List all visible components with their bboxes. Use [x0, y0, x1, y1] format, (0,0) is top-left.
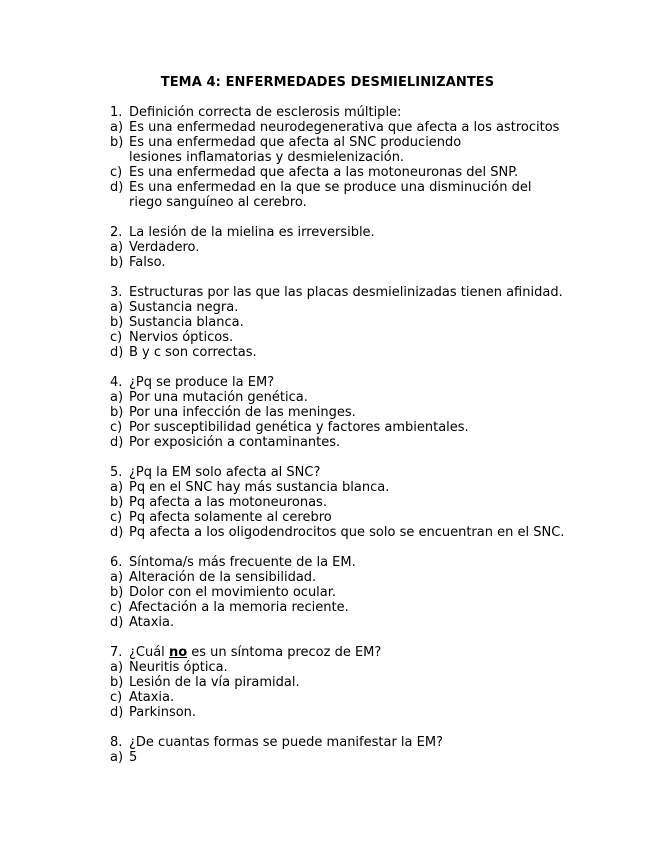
option-letter: d): [110, 180, 124, 195]
answer-option: [110, 750, 630, 765]
answer-option: [110, 675, 630, 690]
question-stem: [110, 105, 630, 120]
option-letter: a): [110, 120, 124, 135]
question-number: 4.: [110, 375, 123, 390]
question-4: [110, 375, 630, 450]
question-number: 2.: [110, 225, 123, 240]
answer-option: [110, 435, 630, 450]
question-stem: [110, 465, 630, 480]
question-number: 5.: [110, 465, 123, 480]
answer-option: [110, 480, 630, 495]
option-letter: d): [110, 435, 124, 450]
option-letter: b): [110, 495, 124, 510]
answer-option: [110, 420, 630, 435]
option-letter: b): [110, 675, 124, 690]
option-text: 5: [129, 750, 138, 765]
answer-option: [110, 660, 630, 675]
option-text: Por una mutación genética.: [129, 390, 308, 405]
option-letter: a): [110, 390, 124, 405]
option-text: Neuritis óptica.: [129, 660, 228, 675]
option-text: Lesión de la vía piramidal.: [129, 675, 300, 690]
question-number: 1.: [110, 105, 123, 120]
answer-option: [110, 570, 630, 585]
question-stem: [110, 225, 630, 240]
option-letter: d): [110, 705, 124, 720]
answer-option: [110, 165, 630, 180]
question-text-after: es un síntoma precoz de EM?: [187, 645, 382, 660]
answer-option: [110, 240, 630, 255]
question-number: 3.: [110, 285, 123, 300]
option-letter: c): [110, 330, 123, 345]
option-text: Pq afecta a las motoneuronas.: [129, 495, 327, 510]
option-letter: b): [110, 315, 124, 330]
question-number: 8.: [110, 735, 123, 750]
option-text: B y c son correctas.: [129, 345, 257, 360]
answer-option: [110, 345, 630, 360]
answer-option: [110, 705, 630, 720]
answer-option: [110, 180, 549, 210]
option-text: Pq afecta a los oligodendrocitos que solo se encuentran en el SNC.: [129, 525, 565, 540]
question-stem: [110, 735, 630, 750]
question-number: 6.: [110, 555, 123, 570]
question-stem: [110, 285, 630, 300]
option-letter: a): [110, 240, 124, 255]
answer-option: [110, 585, 630, 600]
option-text: Por una infección de las meninges.: [129, 405, 356, 420]
option-text: Sustancia negra.: [129, 300, 239, 315]
question-text: Definición correcta de esclerosis múltiple:: [129, 105, 402, 120]
option-text: Pq en el SNC hay más sustancia blanca.: [129, 480, 390, 495]
option-letter: b): [110, 255, 124, 270]
option-letter: d): [110, 615, 124, 630]
answer-option: [110, 405, 630, 420]
option-letter: c): [110, 420, 123, 435]
option-letter: c): [110, 165, 123, 180]
option-letter: a): [110, 480, 124, 495]
question-3: [110, 285, 630, 360]
option-text: Dolor con el movimiento ocular.: [129, 585, 337, 600]
option-letter: c): [110, 510, 123, 525]
answer-option: [110, 330, 630, 345]
question-5: [110, 465, 630, 540]
option-letter: c): [110, 690, 123, 705]
option-letter: a): [110, 570, 124, 585]
answer-option: [110, 525, 630, 540]
page-title: TEMA 4: ENFERMEDADES DESMIELINIZANTES: [160, 75, 495, 90]
question-list: [110, 105, 630, 780]
option-text: Alteración de la sensibilidad.: [129, 570, 317, 585]
question-text-emphasis: no: [168, 645, 188, 660]
answer-option: [110, 120, 630, 135]
option-text: Es una enfermedad que afecta a las motoneuronas del SNP.: [129, 165, 519, 180]
option-letter: a): [110, 300, 124, 315]
option-text: Afectación a la memoria reciente.: [129, 600, 349, 615]
option-text: Por exposición a contaminantes.: [129, 435, 341, 450]
option-text: Es una enfermedad neurodegenerativa que afecta a los astrocitos: [129, 120, 560, 135]
option-letter: c): [110, 600, 123, 615]
option-text: Sustancia blanca.: [129, 315, 244, 330]
answer-option: [110, 300, 630, 315]
answer-option: [110, 510, 630, 525]
question-text: La lesión de la mielina es irreversible.: [129, 225, 375, 240]
question-stem: [110, 645, 630, 660]
question-text: ¿Pq se produce la EM?: [129, 375, 275, 390]
option-text: Por susceptibilidad genética y factores ambientales.: [129, 420, 469, 435]
option-letter: b): [110, 135, 124, 150]
option-letter: b): [110, 585, 124, 600]
option-text: Parkinson.: [129, 705, 197, 720]
question-stem: [110, 555, 630, 570]
answer-option: [110, 390, 630, 405]
option-text: Falso.: [129, 255, 166, 270]
question-text: Estructuras por las que las placas desmielinizadas tienen afinidad.: [129, 285, 563, 300]
option-text: Pq afecta solamente al cerebro: [129, 510, 332, 525]
question-1: [110, 105, 630, 210]
question-2: [110, 225, 630, 270]
option-letter: b): [110, 405, 124, 420]
answer-option: [110, 135, 509, 165]
answer-option: [110, 255, 630, 270]
question-stem: [110, 375, 630, 390]
option-letter: d): [110, 525, 124, 540]
answer-option: [110, 600, 630, 615]
question-6: [110, 555, 630, 630]
option-text: Ataxia.: [129, 690, 175, 705]
option-letter: d): [110, 345, 124, 360]
answer-option: [110, 615, 630, 630]
answer-option: [110, 690, 630, 705]
question-8: [110, 735, 630, 765]
option-text: Nervios ópticos.: [129, 330, 234, 345]
option-text: Verdadero.: [129, 240, 200, 255]
question-text: ¿De cuantas formas se puede manifestar la EM?: [129, 735, 443, 750]
question-text-before: ¿Cuál: [129, 645, 169, 660]
answer-option: [110, 315, 630, 330]
option-text: Ataxia.: [129, 615, 175, 630]
question-text: ¿Pq la EM solo afecta al SNC?: [129, 465, 321, 480]
question-text: Síntoma/s más frecuente de la EM.: [129, 555, 356, 570]
question-number: 7.: [110, 645, 123, 660]
option-letter: a): [110, 660, 124, 675]
option-text: Es una enfermedad en la que se produce una disminución del riego sanguíneo al cerebro.: [129, 180, 532, 210]
answer-option: [110, 495, 630, 510]
question-7: [110, 645, 630, 720]
option-letter: a): [110, 750, 124, 765]
option-text: Es una enfermedad que afecta al SNC produciendo lesiones inflamatorias y desmielenización.: [129, 135, 462, 165]
